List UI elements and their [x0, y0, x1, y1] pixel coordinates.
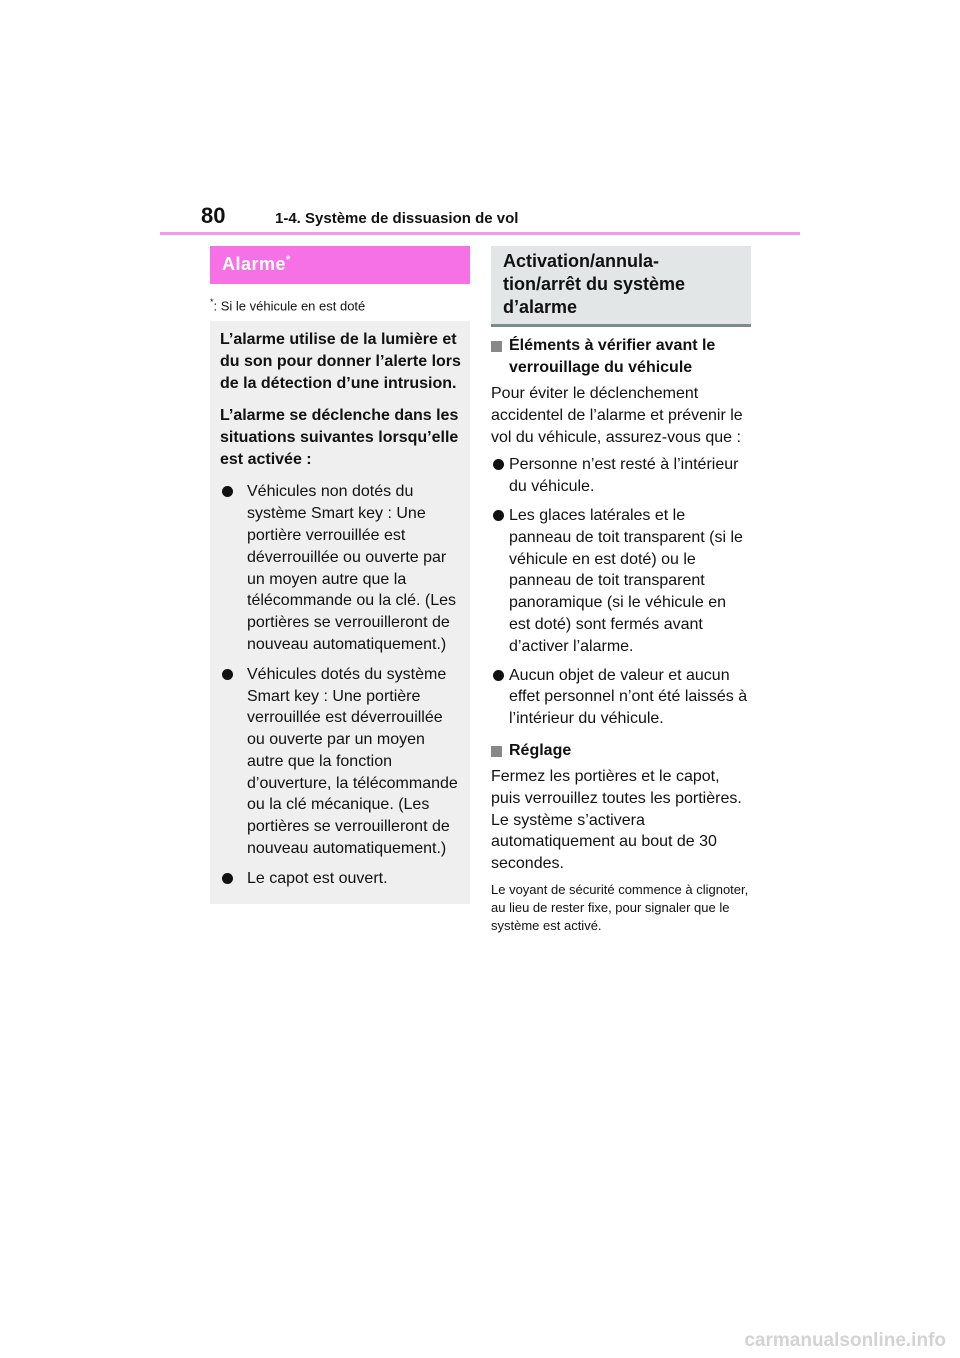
list-item: Personne n’est resté à l’intérieur du véhicule.: [491, 454, 751, 498]
intro-paragraph-2: L’alarme se déclenche dans les situations suivantes lorsqu’elle est activée :: [220, 407, 459, 469]
footnote: *: Si le véhicule en est doté: [210, 297, 366, 314]
subsection-title-line: Activation/annula-: [503, 251, 660, 271]
chapter-title: 1-4. Système de dissuasion de vol: [275, 210, 519, 227]
list-item: Le capot est ouvert.: [220, 868, 462, 890]
bullet-icon: [222, 486, 233, 497]
page-header: [160, 200, 800, 236]
paragraph-check: Pour éviter le déclenchement accidentel de l’alarme et prévenir le vol du véhicule, assurez-vous que :: [491, 385, 743, 446]
subsection-title-line: tion/arrêt du système: [503, 274, 686, 294]
intro-box: [210, 321, 470, 903]
bullet-icon: [222, 873, 233, 884]
square-bullet-icon: [491, 341, 502, 352]
subsection-title-box: [491, 246, 751, 327]
watermark-logo: [610, 1326, 950, 1352]
bullet-icon: [493, 459, 504, 470]
note-paragraph: Le voyant de sécurité commence à clignoter, au lieu de rester fixe, pour signaler que le système est activé.: [491, 881, 749, 933]
watermark-text: carmanualsonline.info: [744, 1330, 946, 1351]
header-rule: [160, 232, 800, 235]
bullet-icon: [493, 510, 504, 521]
subheading-setting: Réglage: [491, 740, 751, 762]
list-item: Les glaces latérales et le panneau de toit transparent (si le véhicule en est doté) ou le panneau de toit transparent panoramique (si le véhicule en est doté) sont fermés avant d’activer l’alarme.: [491, 505, 751, 658]
square-bullet-icon: [491, 746, 502, 757]
left-column: [210, 246, 470, 904]
bullet-icon: [222, 669, 233, 680]
page-number: 80: [201, 203, 226, 228]
right-column: [491, 246, 751, 935]
intro-paragraph-1: L’alarme utilise de la lumière et du son pour donner l’alerte lors de la détection d’une intrusion.: [220, 331, 461, 393]
list-item: Véhicules non dotés du système Smart key : Une portière verrouillée est déverrouillée ou ouverte par un moyen autre que la télécommande ou la clé. (Les portières se verrouilleront de nouveau automatiquement.): [220, 481, 462, 655]
section-title: Alarme*: [222, 254, 291, 274]
subsection-title-line: d’alarme: [503, 297, 578, 317]
section-title-box: [210, 246, 470, 284]
list-item: Aucun objet de valeur et aucun effet personnel n’ont été laissés à l’intérieur du véhicule.: [491, 665, 751, 730]
list-item: Véhicules dotés du système Smart key : Une portière verrouillée est déverrouillée ou ouverte par un moyen autre que la fonction d’ouverture, la télécommande ou la clé mécanique. (Les portières se verrouilleront de nouveau automatiquement.): [220, 664, 462, 860]
bullet-icon: [493, 670, 504, 681]
trigger-list: [220, 481, 462, 889]
check-list: [491, 454, 751, 730]
paragraph-setting: Fermez les portières et le capot, puis verrouillez toutes les portières. Le système s’activera automatiquement au bout de 30 secondes.: [491, 767, 742, 873]
subheading-check: Éléments à vérifier avant le verrouillage du véhicule: [491, 335, 751, 379]
